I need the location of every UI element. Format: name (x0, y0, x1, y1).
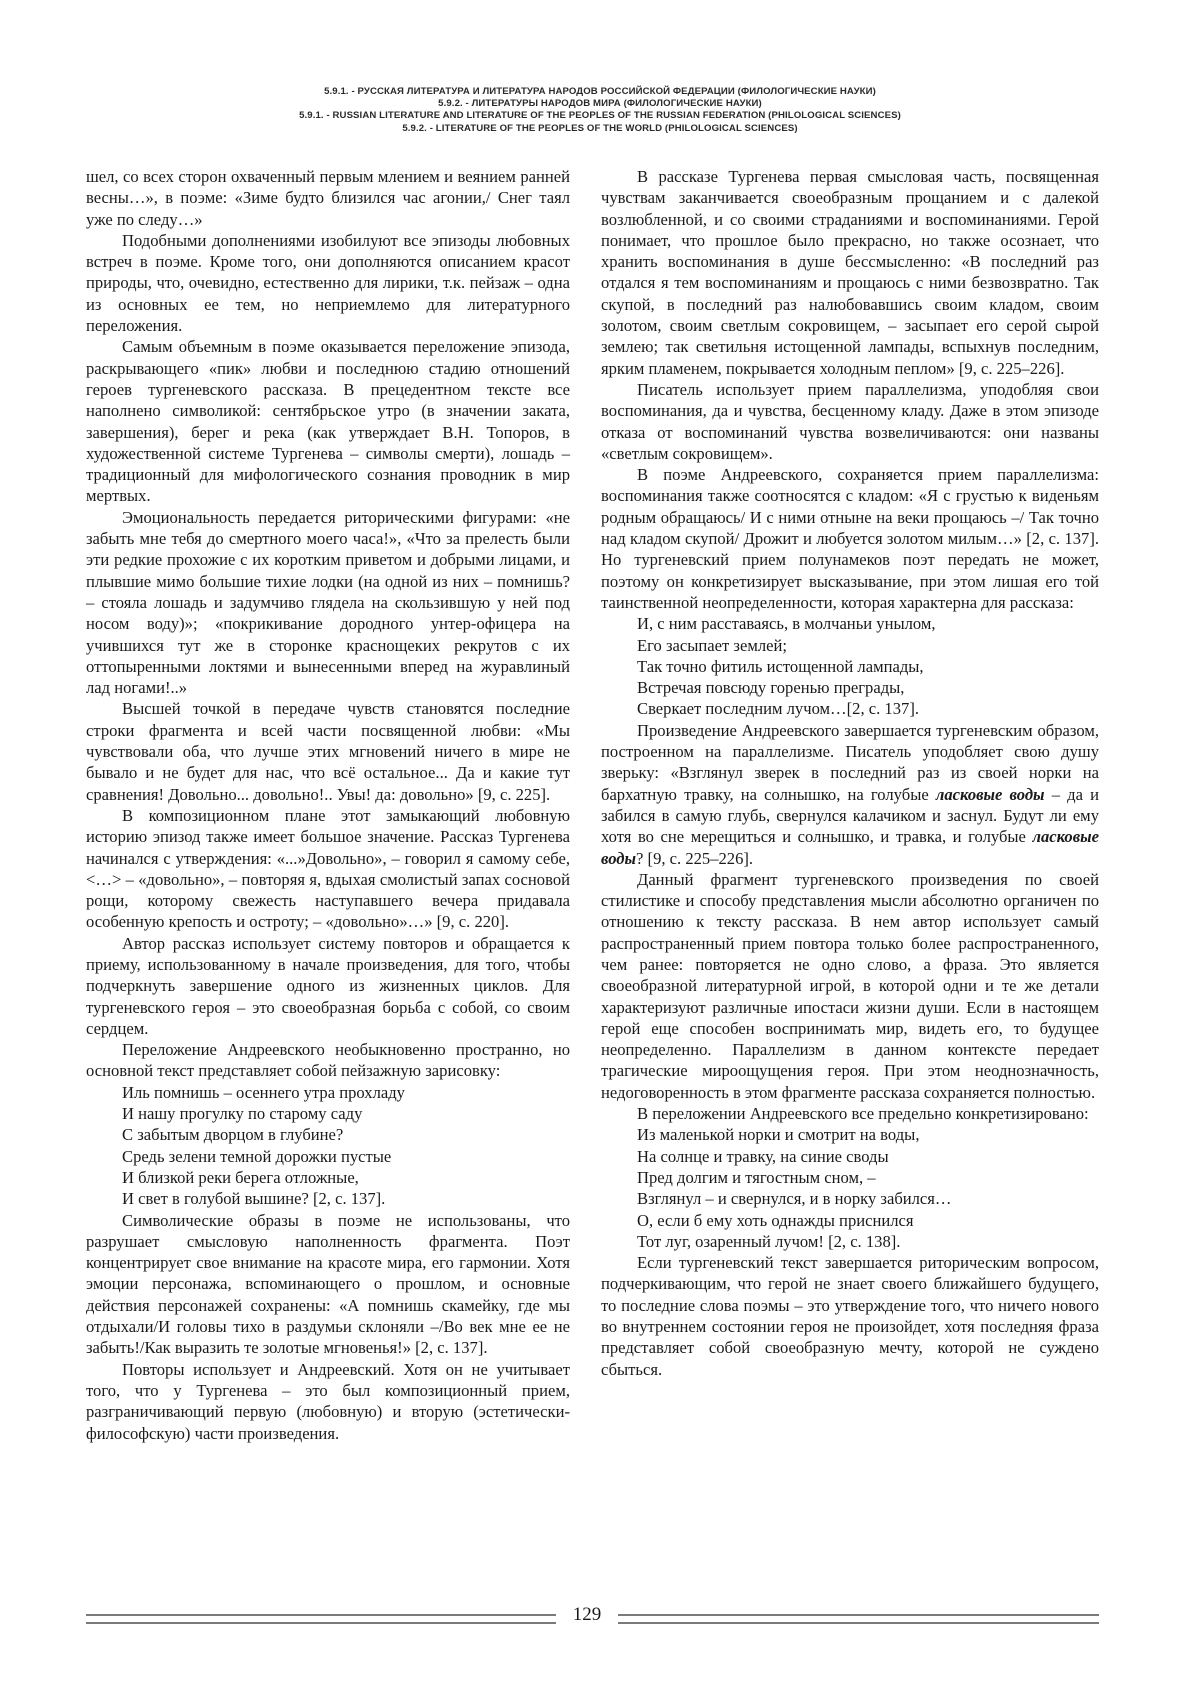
poem-quote (86, 1082, 570, 1210)
verse-line: Средь зелени темной дорожки пустые (122, 1146, 392, 1166)
paragraph: Автор рассказ использует систему повторов и обращается к приему, использованному в начале произведения, для того, чтобы подчеркнуть завершение одного из жизненных циклов. Для тургеневского героя – это своеобразная борьба с собой, со своим сердцем. (86, 933, 570, 1038)
right-column (601, 166, 1099, 1380)
verse-line: Пред долгим и тягостным сном, – (637, 1167, 876, 1187)
verse-line: Сверкает последним лучом…[2, с. 137]. (637, 699, 919, 719)
verse-line: Его засыпает землей; (637, 635, 787, 655)
paragraph: Если тургеневский текст завершается риторическим вопросом, подчеркивающим, что герой не знает своего ближайшего будущего, то последние слова поэмы – это утверждение того, что ничего нового во внутреннем состоянии героя не произойдет, хотя последняя фраза представляет собой своеобразную мечту, которой не суждено сбыться. (601, 1253, 1099, 1379)
verse-line: С забытым дворцом в глубине? (122, 1125, 344, 1145)
poem-quote (601, 1124, 1099, 1252)
paragraph: В рассказе Тургенева первая смысловая часть, посвященная чувствам заканчивается своеобразным прощанием и с далекой возлюбленной, и со своими страданиями и воспоминаниями. Герой понимает, что прошлое было прекрасно, но также осознает, что хранить воспоминания в душе бессмысленно: «В последний раз отдался я тем воспоминаниям и прощаюсь с ними безвозвратно. Так скупой, в последний раз налюбовавшись своим кладом, своим золотом, своим светлым сокровищем, – засыпает его серой сырой землею; так светильня истощенной лампады, вспыхнув последним, ярким пламенем, покрывается холодным пеплом» [9, с. 225–226]. (601, 167, 1099, 378)
footer-rule (618, 1614, 1099, 1624)
verse-line: Так точно фитиль истощенной лампады, (637, 656, 924, 676)
verse-line: На солнце и травку, на синие своды (637, 1146, 889, 1166)
header-line: 5.9.2. - LITERATURE OF THE PEOPLES OF THE WORLD (PHILOLOGICAL SCIENCES) (402, 122, 798, 134)
verse-line: Иль помнишь – осеннего утра прохладу (122, 1082, 405, 1102)
paragraph: Писатель использует прием параллелизма, уподобляя свои воспоминания, да и чувства, бесценному кладу. Даже в этом эпизоде отказа от воспоминаний чувства возвеличиваются: они названы «светлым сокровищем». (601, 379, 1099, 463)
footer-rule (86, 1614, 556, 1624)
verse-line: И нашу прогулку по старому саду (122, 1104, 363, 1124)
verse-line: Тот луг, озаренный лучом! [2, с. 138]. (637, 1231, 901, 1251)
verse-line: О, если б ему хоть однажды приснился (637, 1210, 914, 1230)
verse-line: И близкой реки берега отложные, (122, 1167, 359, 1187)
page-number: 129 (572, 1604, 602, 1625)
running-header (0, 86, 1200, 135)
paragraph (601, 720, 1099, 869)
verse-line: И свет в голубой вышине? [2, с. 137]. (122, 1189, 386, 1209)
paragraph: Самым объемным в поэме оказывается переложение эпизода, раскрывающего «пик» любви и последнюю стадию отношений героев тургеневского рассказа. В прецедентном тексте все наполнено символикой: сентябрьское утро (в значении заката, завершения), берег и река (как утверждает В.Н. Топоров, в художественной системе Тургенева – символы смерти), лошадь – традиционный для мифологического сознания проводник в мир мертвых. (86, 337, 570, 506)
emphasis: ласковые воды (601, 827, 1099, 868)
poem-quote (601, 613, 1099, 719)
verse-line: И, с ним расставаясь, в молчаньи унылом, (637, 614, 936, 634)
paragraph: Эмоциональность передается риторическими фигурами: «не забыть мне тебя до смертного моего часа!», «Что за прелесть были эти редкие прохожие с их коротким приветом и добрыми лицами, и плывшие мимо большие тихие лодки (на одной из них – помнишь? – стояла лошадь и задумчиво глядела на скользившую у ней под носом воду)»; «покрикивание дородного унтер-офицера на учившихся тут же в сторонке краснощеких рекрутов с их оттопыренными локтями и вынесенными вперед на журавлиный лад ногами!..» (86, 507, 570, 698)
paragraph: Символические образы в поэме не использованы, что разрушает смысловую наполненность фрагмента. Поэт концентрирует свое внимание на красоте мира, его гармонии. Хотя эмоции персонажа, вспоминающего о прошлом, и основные действия персонажей сохранены: «А помнишь скамейку, где мы отдыхали/И головы тихо в раздумьи склоняли –/Во век мне ее не забыть!/Как выразить те золотые мгновенья!» [2, с. 137]. (86, 1210, 570, 1358)
text-run: ? [9, с. 225–226]. (636, 848, 754, 868)
verse-line: Из маленькой норки и смотрит на воды, (637, 1125, 920, 1145)
paragraph: В переложении Андреевского все предельно конкретизировано: (637, 1104, 1089, 1124)
header-line: 5.9.1. - RUSSIAN LITERATURE AND LITERATURE OF THE PEOPLES OF THE RUSSIAN FEDERATION (PHILOLOGICAL SCIENCES) (299, 110, 901, 122)
paragraph: Высшей точкой в передаче чувств становятся последние строки фрагмента и всей части посвященной любви: «Мы чувствовали оба, что лучше этих мгновений ничего в мире не бывало и не будет для нас, что всё остальное... Да и какие тут сравнения! Довольно... довольно!.. Увы! да: довольно» [9, с. 225]. (86, 699, 570, 804)
paragraph: шел, со всех сторон охваченный первым млением и веянием ранней весны…», в поэме: «Зиме будто близился час агонии,/ Снег таял уже по следу…» (86, 167, 570, 229)
verse-line: Встречая повсюду горенью преграды, (637, 678, 905, 698)
left-column (86, 166, 570, 1444)
text-run: – да и забился в самую глубь, свернулся калачиком и заснул. Будут ли ему хотя во сне мерещиться и солнышко, и травка, и голубые (601, 784, 1099, 847)
header-line: 5.9.2. - ЛИТЕРАТУРЫ НАРОДОВ МИРА (ФИЛОЛОГИЧЕСКИЕ НАУКИ) (438, 98, 762, 110)
paragraph: Переложение Андреевского необыкновенно пространно, но основной текст представляет собой пейзажную зарисовку: (86, 1040, 570, 1081)
text-run: Произведение Андреевского завершается тургеневским образом, построенном на параллелизме. Писатель уподобляет свою душу зверьку: «Взглянул зверек в последний раз из своей норки на бархатную травку, на солнышко, на голубые (601, 720, 1099, 804)
paragraph: Данный фрагмент тургеневского произведения по своей стилистике и способу представления мысли абсолютно органичен по отношению к тексту рассказа. В нем автор использует самый распространенный прием повтора только более распространенного, чем ранее: повторяется не одно слово, а фраза. Это является своеобразной литературной игрой, в которой одни и те же детали характеризуют различные ипостаси жизни души. Если в настоящем герой еще способен воспринимать мир, видеть его, то будущее неопределенно. Параллелизм в данном контексте передает трагические мироощущения героя. При этом неоднозначность, недоговоренность в этом фрагменте рассказа сохраняется полностью. (601, 869, 1099, 1102)
paragraph: В поэме Андреевского, сохраняется прием параллелизма: воспоминания также соотносятся с кладом: «Я с грустью к виденьям родным обращаюсь/ И с ними отныне на веки прощаюсь –/ Так точно над кладом скупой/ Дрожит и любуется золотом милым…» [2, с. 137]. Но тургеневский прием полунамеков поэт передать не может, поэтому он конкретизирует высказывание, при этом лишая его той таинственной неопределенности, которая характерна для рассказа: (601, 465, 1099, 612)
header-line: 5.9.1. - РУССКАЯ ЛИТЕРАТУРА И ЛИТЕРАТУРА НАРОДОВ РОССИЙСКОЙ ФЕДЕРАЦИИ (ФИЛОЛОГИЧЕСКИЕ НАУКИ) (324, 86, 876, 97)
verse-line: Взглянул – и свернулся, и в норку забился… (637, 1189, 952, 1209)
paragraph: Подобными дополнениями изобилуют все эпизоды любовных встреч в поэме. Кроме того, они дополняются описанием красот природы, что, очевидно, естественно для лирики, т.к. пейзаж – одна из основных ее тем, но неприемлемо для литературного переложения. (86, 230, 570, 336)
paragraph: В композиционном плане этот замыкающий любовную историю эпизод также имеет большое значение. Рассказ Тургенева начинался с утверждения: «...»Довольно», – говорил я самому себе,<…> – «довольно», – повторяя я, вдыхая смолистый запах сосновой рощи, которому свежесть наступавшего вечера придавала особенную крепость и остроту; – «довольно»…» [9, с. 220]. (86, 805, 570, 932)
emphasis: ласковые воды (935, 784, 1045, 804)
paragraph: Повторы использует и Андреевский. Хотя он не учитывает того, что у Тургенева – это был композиционный прием, разграничивающий первую (любовную) и вторую (эстетически-философскую) части произведения. (86, 1359, 570, 1443)
